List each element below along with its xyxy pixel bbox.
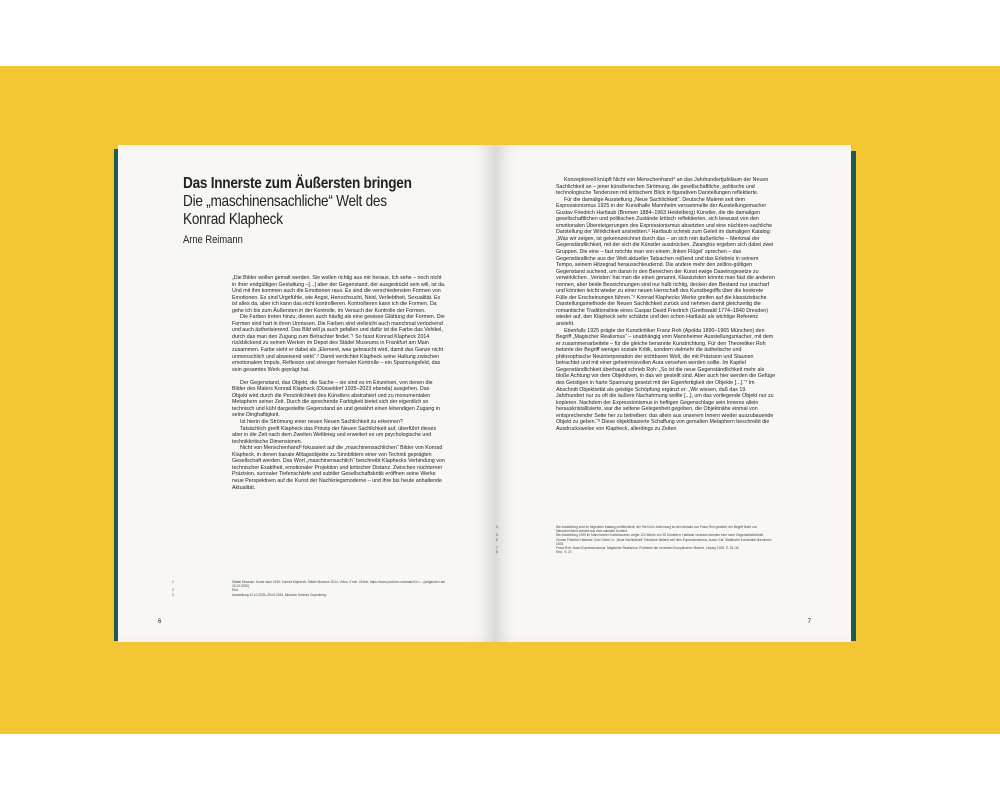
paragraph: Tatsächlich greift Klapheck das Prinzip der Neuen Sachlichkeit auf, überführt dieses aber in die Zeit nach dem Zweiten Weltkrieg und erweitert es um psychologische und technikkritische Dimensionen.	[232, 425, 437, 445]
footnote-number: 4	[496, 525, 498, 529]
footnote-text: Die Ausstellung wird im folgenden Katalog veröffentlicht, der Titel ist in Anlehnung an den Aufsatz von Franz Roh gewählt, der Begriff Nicht von Menschenhand stammt aus dem sakralen Kontext.	[556, 525, 758, 534]
paragraph: Ebenfalls 1925 prägte der Kunstkritiker Franz Roh (Apolda 1890–1965 München) den Begriff „Magischer Realismus“ – unabhängig vom Mannheimer Ausstellungsmacher, mit dem er zusammenarbeitete – für die gleiche benannte Kunstrichtung. Für den Theoretiker Roh betonte der Begriff weniger soziale Kritik, sondern vielmehr die ästhetische und philosophische Neuinterpretation der sichtbaren Welt, die mit Präzision und Staunen betrachtet und mit einer geheimnisvollen Aura versehen werden sollte. Im Kapitel Gegenständlichkeit überhaupt schrieb Roh: „So ist die neue Gegenständlichkeit mehr als bloße Achtung vor dem Objektiven, in das wir gestellt sind. Aber auch hier werden die Gefüge des Geistigen in harte Spannung gesetzt mit der Eigenfertigkeit der Objekte [...].“⁷ Im Abschnitt Objektivität als geistige Schöpfung ergänzt er: „Wir wissen, daß das 19. Jahrhundert nur zu oft die äußere Nachahmung wollte [...], um das vorliegende Objekt nur zu kopieren. Nachdem der Expressionismus in heftigen Gegenschlage sein Inneres allein herauskristallisierte, war die seltene Gelegenheit gegeben, die Objektnähe einmal von entsprechender Seite her zu betreiben: das allein aus unserem Innern wieder auszubauende Objekt zu geben.“⁸ Diese objektbasierte Schaffung von gemalten Metaphern beschreibt die Ausdruckswelse von Klapheck, allerdings zu Zeiten	[556, 327, 776, 432]
footnote-number: 7	[496, 546, 498, 551]
left-footnotes	[172, 580, 452, 597]
paragraph: Für die damalige Ausstellung „Neue Sachlichkeit“. Deutsche Malerei seit dem Expressionismus 1925 in der Kunsthalle Mannheim versammelte der Ausstellungsmacher Gustav Friedrich Hartlaub (Bremen 1884–1963 Heidelberg) Künstler, die die damaligen gesellschaftlichen und politischen Zustände kritisch reflektierten, sich bewusst von den emotionalen Übersteigerungen des Expressionismus absetzten und eine nüchtern-sachliche Darstellung der Wirklichkeit anstrebten.⁵ Hartlaub schrieb zum Geleit im damaligen Katalog: „Was wir zeigen, ist gekennzeichnet durch das – an sich rein äußerliche – Merkmal der Gegenständlichkeit, mit der sich die Künstler ausdrücken. Zwanglos ergeben sich dabei zwei Gruppen. Die eine – fast möchte man von einem ‚linken Flügel‘ sprechen – das Gegenständliche aus der Welt aktueller Tatsachen reißend und das Erlebnis in seinem Tempo, seinem Hitzegrad herausschleudernd. Die andere mehr den zeitlos-gültigen Gegenstand suchend, um daran in den Bereichen der Kunst ewige Daseinsgesetze zu verwirklichen. ‚Veristen‘ hat man die einen genannt, Klassizisten könnte man fast die anderen nennen, aber beide Bezeichnungen sind nur halb richtig, decken den Bestand nur unscharf und könnten leicht wieder zu einer neuen Herrschaft des Kunstbegriffs über die konkrete Fülle der Erscheinungen führen.“⁶ Konrad Klaphecks Werke greifen auf die klassizistische Darstellungsmethode der Neuen Sachlichkeit zurück und nehmen damit gleichzeitig die romantische Traditionslinie eines Caspar David Friedrich (Greifswald 1774–1840 Dresden) wieder auf, den Klapheck sehr schätzte und den schon Hartlaub als wichtige Referenz ansieht.	[556, 196, 775, 328]
footnote-number: 6	[496, 537, 498, 542]
right-page	[495, 145, 851, 642]
footnote-text: Gustav Friedrich Hartlaub: Zum Geleit, in: „Neue Sachlichkeit“ Deutsche Malerei seit dem Expressionismus, Ausst.-Kat. Städtische Kunsthalle Mannheim 1925.	[556, 537, 772, 546]
paragraph: Der Gegenstand, das Objekt, die Sache – sie sind es im Einzelnen, von denen die Bilder des Malers Konrad Klapheck (Düsseldorf 1935–2023 ebenda) ausgehen. Das Objekt wird durch die Persönlichkeit des Künstlers abstrahiert und zu monumentalen Metaphern seiner Zeit. Durch die sprechende Farbigkeit bietet sich der eigentlich so technisch und kühl dargestellte Gegenstand an und gewährt einen lebendigen Zugang in seine Dinghaftigkeit.	[232, 379, 440, 419]
article-subtitle: Die „maschinensachliche“ Welt des Konrad Klapheck	[183, 193, 387, 228]
right-footnotes	[496, 525, 776, 555]
paragraph: Ist hierin die Strömung einer neuen Neuen Sachlichkeit zu erkennen?	[240, 419, 403, 426]
page-number-left: 6	[158, 619, 162, 625]
left-page	[118, 145, 495, 642]
left-body-text	[232, 275, 446, 491]
page-number-right: 7	[807, 619, 811, 625]
paragraph: „Die Bilder wollen gemalt werden. Sie wollen richtig aus mir heraus. Ich sehe – noch nicht in ihrer endgültigen Gestaltung –[...] aber der Gegenstand, der ausgedrückt sein will, ist da. Und mit ihm kommen auch die Emotionen raus. Es sind die verschiedensten Formen von Emotionen. Es sind Urgefühle, wie Angst, Herrschsucht, Neid, Verliebtheit, Sexualität. Es ist alles da, aber ich kann das nicht kontrollieren. Kontrollieren kann ich die Formen. Da gehe ich bis zum Äußersten in der Kontrolle, im Versuch der Kontrolle der Formen.	[232, 275, 446, 314]
paragraph: Die Farben treten hinzu, dienen auch häufig als eine gewisse Glättung der Formen. Die Formen sind hart in ihren Umrissen. Die Farben sind vielleicht auch manchmal verlockend und auch ästhetisierend. Das Bild will ja auch gefallen und dafür ist die Farbe das Vehikel, durch das man den Zugang zum Betrachter findet.“¹ So fasst Konrad Klapheck 2014 rückblickend zu seinen Werken im Depot des Städel Museums in Frankfurt am Main zusammen. Farbe sieht er dabei als „Element, was gebraucht wird, damit das Ganze nicht unmenschlich und abweisend wirkt“.² Damit verdichtet Klapheck seine Haltung zwischen emotionalem Impuls, Reflexion und strenger formaler Kontrolle – ein Spannungsfeld, das sein gesamtes Werk geprägt hat.	[232, 314, 445, 373]
paragraph: Nicht von Menschenhand³ fokussiert auf die „maschinensachlichen“ Bilder von Konrad Klapheck, in denen banale Alltagsobjekte zu Sinnbildern einer von Technik geprägten Gesellschaft werden. Das Wort „maschinensachlich“ beschreibt Klaphecks Verbindung von technischer Exaktheit, emotionaler Projektion und kritischer Distanz. Zwischen nüchterner Präzision, surrealer Tiefenschärfe und subtiler Gesellschaftskritik eröffnen seine Werke neue Perspektiven auf die Kunst der Nachkriegsmoderne – und ihre bis heute anhaltende Aktualität.	[232, 445, 445, 491]
footnote-number: 1	[172, 580, 174, 584]
open-book	[118, 145, 851, 642]
paragraph: Konzeptionell knüpft Nicht von Menschenhand⁴ an das Jahrhundertjubiläum der Neuen Sachlichkeit an – jener künstlerischen Strömung, die gesellschaftliche, politische und technologische Tendenzen mit kritischem Blick in figurativen Darstellungen reflektierte.	[556, 177, 769, 197]
footnote-text: Ebd.	[232, 588, 239, 593]
article-author: Arne Reimann	[183, 234, 243, 246]
footnote-number: 3	[172, 592, 174, 597]
footnote-number: 5	[496, 533, 498, 538]
footnote-text: Städel Museum: Kunst nach 1945: Konrad Klapheck. Städel Museum 2014. Video, 3 min. Online: https://www.youtube.com/watch?v=... (aufgerufen am 15.10.2025).	[232, 580, 446, 589]
footnote-number: 2	[172, 588, 174, 593]
footnote-text: Franz Roh: Nach-Expressionismus. Magischer Realismus. Probleme der neuesten Europäischen Malerei, Leipzig 1925, S. 33–34.	[556, 546, 740, 551]
footnote-text: Ebd., S. 37.	[556, 550, 573, 555]
article-title: Das Innerste zum Äußersten bringen	[183, 175, 412, 192]
footnote-number: 8	[496, 550, 498, 555]
footnote-text: Ausstellung 10.10.2025–25.04.2026, Museum Schloss Gopenberg.	[232, 592, 327, 597]
footnote-text: Die Ausstellung 1925 im Mannheimer Kunstmuseum zeigte 124 Werke von 32 Künstlern; Hartlaub verstand darunter eine neue Gegenständlichkeit.	[556, 533, 764, 538]
right-body-text	[556, 177, 776, 432]
